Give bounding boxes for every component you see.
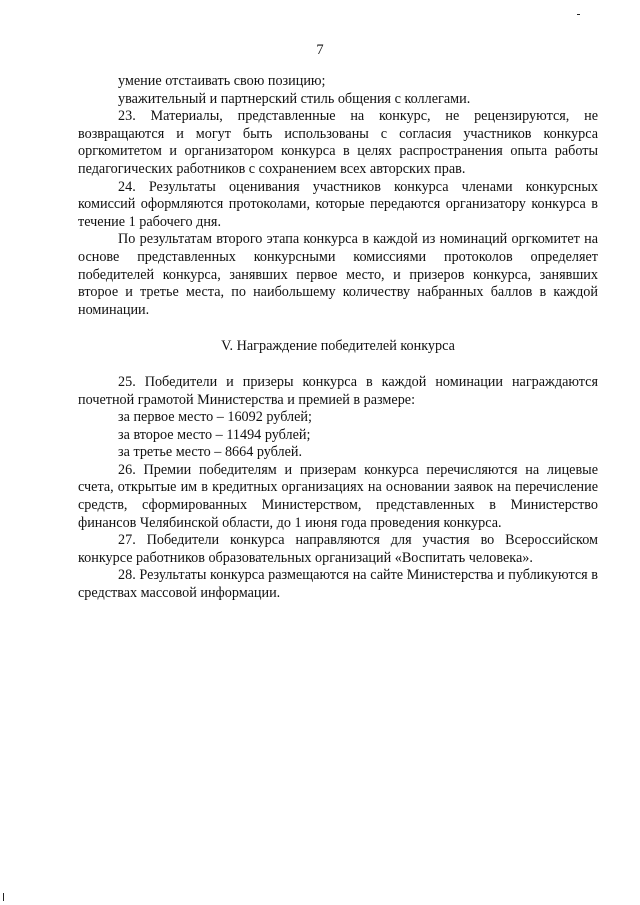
prize-third-place: за третье место – 8664 рублей. bbox=[118, 444, 303, 461]
clause-23: 23. Материалы, представленные на конкурс, не рецензируются, не возвращаются и могут быть использованы с согласия участников конкурса оргкомитетом и организатором конкурса в целях распространения опыта работы педагогических работников с сохранением всех авторских прав. bbox=[78, 108, 598, 177]
list-item-position: умение отстаивать свою позицию; bbox=[118, 73, 326, 89]
scan-edge-mark bbox=[3, 893, 4, 901]
prize-second-place: за второе место – 11494 рублей; bbox=[118, 426, 311, 443]
clause-28: 28. Результаты конкурса размещаются на сайте Министерства и публикуются в средствах массовой информации. bbox=[78, 567, 598, 602]
clause-25: 25. Победители и призеры конкурса в каждой номинации награждаются почетной грамотой Министерства и премией в размере: bbox=[78, 373, 598, 408]
clause-27: 27. Победители конкурса направляются для участия во Всероссийском конкурсе работников образовательных организаций «Воспитать человека». bbox=[78, 532, 598, 566]
page-number: 7 bbox=[316, 42, 324, 58]
list-item-communication-style: уважительный и партнерский стиль общения с коллегами. bbox=[118, 90, 471, 107]
document-body bbox=[78, 73, 598, 603]
clause-26: 26. Премии победителям и призерам конкурса перечисляются на лицевые счета, открытые им в кредитных организациях на основании заявок на перечисление средств, сформированных Министерством, представленных в Министерство финансов Челябинской области, до 1 июня года проведения конкурса. bbox=[78, 461, 598, 531]
second-stage-results-paragraph: По результатам второго этапа конкурса в каждой из номинаций оргкомитет на основе представленных конкурсными комиссиями протоколов определяет победителей конкурса, занявших первое место, и призеров конкурса, занявших второе и третье места, по наибольшему количеству набранных баллов в каждой номинации. bbox=[78, 231, 598, 318]
clause-24: 24. Результаты оценивания участников конкурса членами конкурсных комиссий оформляются протоколами, которые передаются организатору конкурса в течение 1 рабочего дня. bbox=[78, 178, 598, 230]
prize-first-place: за первое место – 16092 рублей; bbox=[118, 409, 312, 426]
section-heading: V. Награждение победителей конкурса bbox=[221, 338, 455, 355]
scan-speck bbox=[577, 14, 580, 15]
